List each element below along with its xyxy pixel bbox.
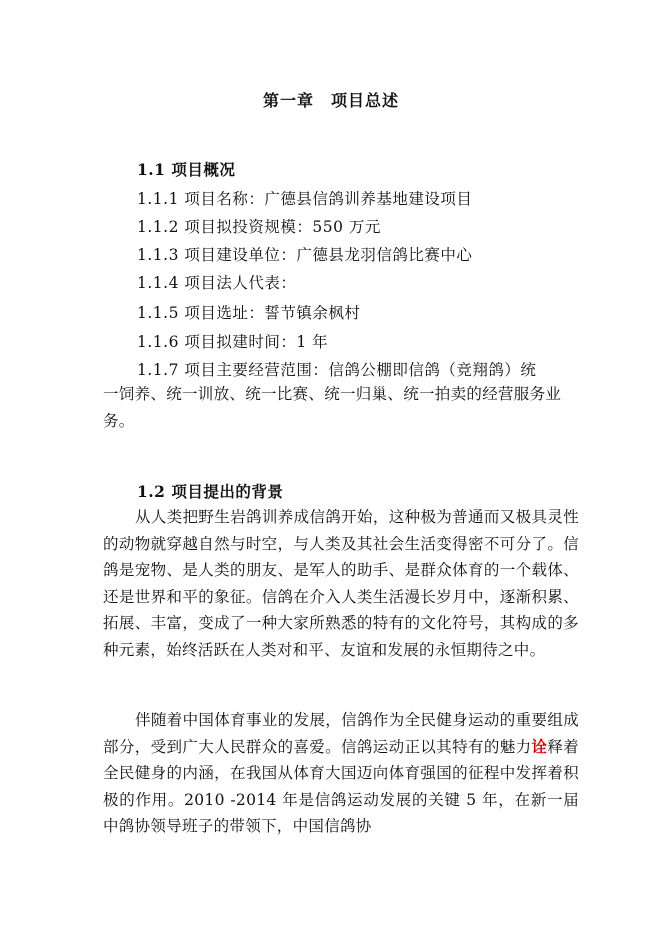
item-builder: 1.1.3 项目建设单位：广德县龙羽信鸽比赛中心 (137, 246, 473, 264)
highlighted-character: 诠 (531, 736, 548, 756)
item-investment: 1.1.2 项目拟投资规模：550 万元 (137, 218, 381, 236)
section-heading-overview: 1.1 项目概况 (137, 160, 236, 179)
item-location: 1.1.5 项目选址：誓节镇余枫村 (137, 304, 361, 322)
item-build-time: 1.1.6 项目拟建时间：1 年 (137, 333, 329, 351)
background-paragraph-2 (103, 707, 579, 840)
chapter-title: 第一章 项目总述 (262, 91, 399, 110)
item-business-scope-continued: 一饲养、统一训放、统一比赛、统一归巢、统一拍卖的经营服务业务。 (103, 385, 562, 430)
section-heading-background: 1.2 项目提出的背景 (137, 482, 284, 501)
item-legal-rep: 1.1.4 项目法人代表： (137, 274, 297, 292)
item-project-name: 1.1.1 项目名称：广德县信鸽训养基地建设项目 (137, 190, 473, 208)
paragraph-2-text-b: 释着全民健身的内涵，在我国从体育大国迈向体育强国的征程中发挥着积极的作用。2010 -2014 年是信鸽运动发展的关键 5 年，在新一届中鸽协领导班子的带领下，中国信鸽协 (103, 737, 579, 836)
item-business-scope: 1.1.7 项目主要经营范围：信鸽公棚即信鸽（竞翔鸽）统 (137, 361, 537, 379)
background-paragraph-1: 从人类把野生岩鸽训养成信鸽开始，这种极为普通而又极具灵性的动物就穿越自然与时空，与人类及其社会生活变得密不可分了。信鸽是宠物、是人类的朋友、是军人的助手、是群众体育的一个载体、还是世界和平的象征。信鸽在介入人类生活漫长岁月中，逐渐积累、拓展、丰富，变成了一种大家所熟悉的特有的文化符号，其构成的多种元素，始终活跃在人类对和平、友谊和发展的永恒期待之中。 (103, 508, 579, 659)
paragraph-2-text-a: 伴随着中国体育事业的发展，信鸽作为全民健身运动的重要组成部分，受到广大人民群众的喜爱。信鸽运动正以其特有的魅力 (103, 711, 579, 756)
